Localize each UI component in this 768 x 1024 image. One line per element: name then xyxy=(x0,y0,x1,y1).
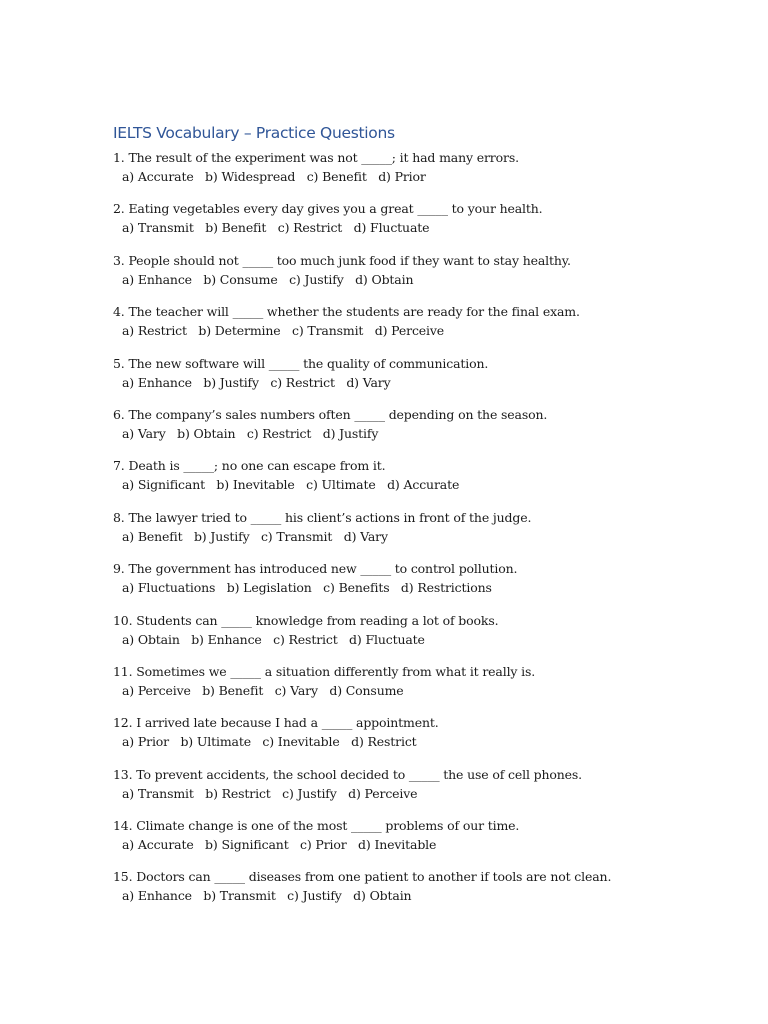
question-list xyxy=(113,148,733,919)
question-text: 9. The government has introduced new _____ to control pollution. xyxy=(113,561,518,577)
question-options: a) Accurate b) Widespread c) Benefit d) Prior xyxy=(122,169,426,184)
question-item xyxy=(113,251,733,302)
question-options: a) Vary b) Obtain c) Restrict d) Justify xyxy=(122,425,379,441)
question-text: 4. The teacher will _____ whether the students are ready for the final exam. xyxy=(113,304,580,320)
question-text: 11. Sometimes we _____ a situation differently from what it really is. xyxy=(113,663,536,679)
question-item xyxy=(113,508,733,559)
document-title: IELTS Vocabulary – Practice Questions xyxy=(113,124,395,142)
question-options: a) Perceive b) Benefit c) Vary d) Consume xyxy=(122,682,404,698)
question-item xyxy=(113,611,733,662)
question-options: a) Enhance b) Justify c) Restrict d) Vary xyxy=(122,374,391,390)
question-item xyxy=(113,559,733,610)
question-item xyxy=(113,354,733,405)
question-text: 1. The result of the experiment was not _____; it had many errors. xyxy=(113,150,519,165)
question-text: 12. I arrived late because I had a _____ appointment. xyxy=(113,715,439,731)
question-options: a) Obtain b) Enhance c) Restrict d) Fluctuate xyxy=(122,631,425,647)
question-item xyxy=(113,456,733,507)
question-item xyxy=(113,867,733,918)
question-item xyxy=(113,713,733,764)
question-text: 6. The company’s sales numbers often _____ depending on the season. xyxy=(113,406,548,422)
question-options: a) Enhance b) Consume c) Justify d) Obtain xyxy=(122,271,414,287)
question-text: 8. The lawyer tried to _____ his client’s actions in front of the judge. xyxy=(113,509,532,525)
question-item xyxy=(113,662,733,713)
question-item xyxy=(113,816,733,867)
question-options: a) Fluctuations b) Legislation c) Benefits d) Restrictions xyxy=(122,580,492,596)
question-item xyxy=(113,302,733,353)
question-options: a) Enhance b) Transmit c) Justify d) Obtain xyxy=(122,888,412,904)
question-item xyxy=(113,405,733,456)
question-options: a) Restrict b) Determine c) Transmit d) Perceive xyxy=(122,323,445,339)
question-text: 3. People should not _____ too much junk food if they want to stay healthy. xyxy=(113,252,571,268)
question-text: 15. Doctors can _____ diseases from one patient to another if tools are not clean. xyxy=(113,869,612,885)
question-options: a) Accurate b) Significant c) Prior d) Inevitable xyxy=(122,837,437,853)
question-item xyxy=(113,148,733,199)
question-options: a) Significant b) Inevitable c) Ultimate d) Accurate xyxy=(122,477,460,493)
question-item xyxy=(113,765,733,816)
question-options: a) Prior b) Ultimate c) Inevitable d) Restrict xyxy=(122,734,417,750)
question-text: 13. To prevent accidents, the school decided to _____ the use of cell phones. xyxy=(113,766,582,782)
question-text: 7. Death is _____; no one can escape from it. xyxy=(113,458,386,474)
question-text: 2. Eating vegetables every day gives you a great _____ to your health. xyxy=(113,201,543,217)
question-text: 10. Students can _____ knowledge from reading a lot of books. xyxy=(113,612,499,628)
question-text: 5. The new software will _____ the quality of communication. xyxy=(113,355,489,371)
question-text: 14. Climate change is one of the most _____ problems of our time. xyxy=(113,818,520,834)
question-options: a) Transmit b) Restrict c) Justify d) Perceive xyxy=(122,785,418,801)
question-item xyxy=(113,199,733,250)
question-options: a) Transmit b) Benefit c) Restrict d) Fluctuate xyxy=(122,220,430,236)
question-options: a) Benefit b) Justify c) Transmit d) Vary xyxy=(122,528,388,544)
